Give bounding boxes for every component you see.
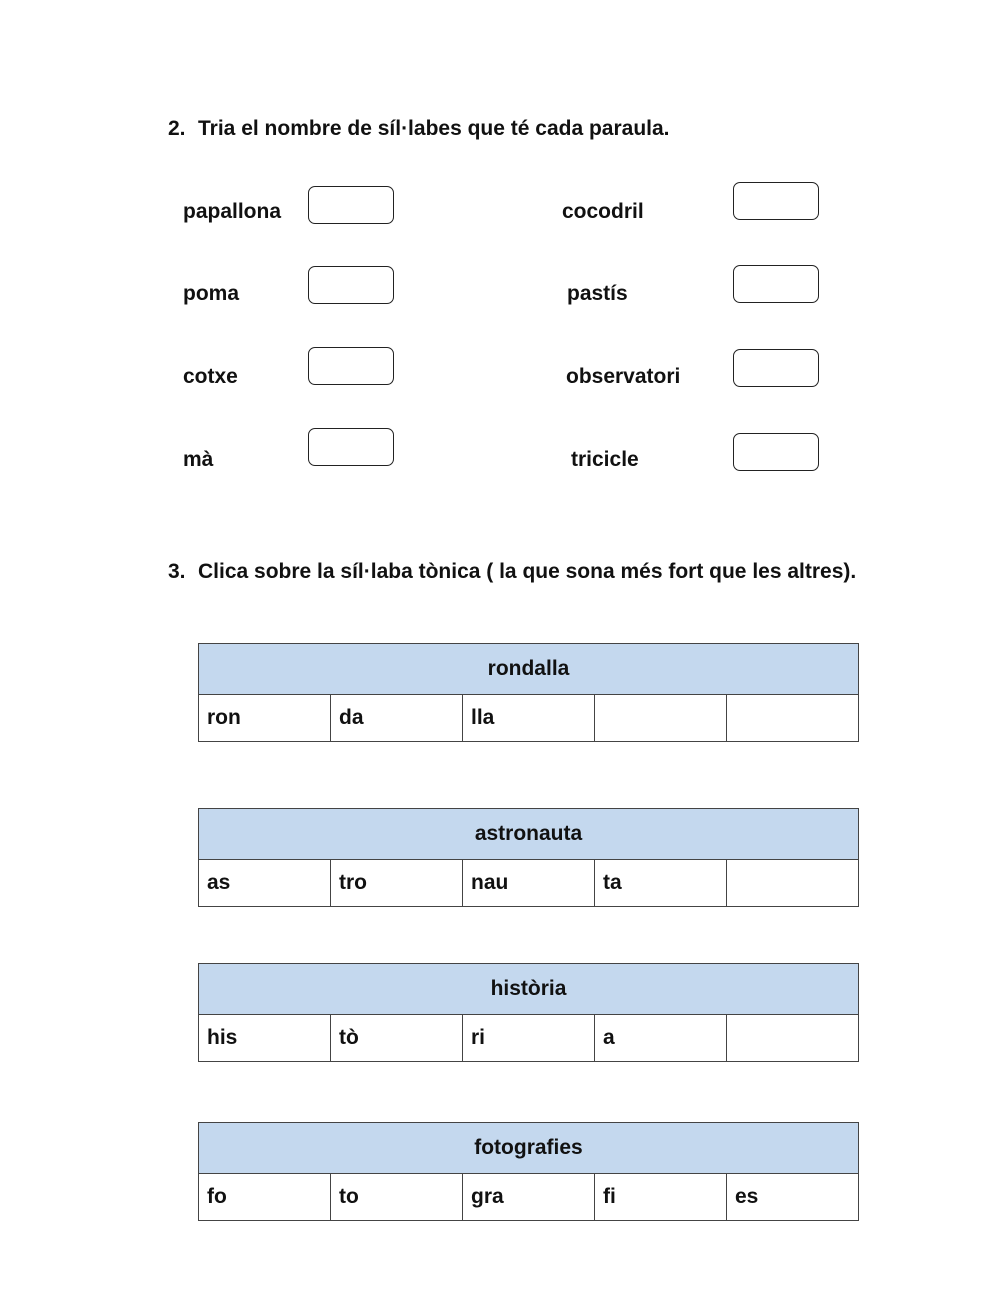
- syllable-cell[interactable]: [727, 1015, 858, 1061]
- syllable-cell[interactable]: tro: [331, 860, 463, 906]
- word-label: poma: [183, 282, 240, 305]
- syllable-table: [198, 963, 859, 1062]
- question-2-title: [168, 115, 868, 143]
- syllable-cell[interactable]: da: [331, 695, 463, 741]
- syllable-cell[interactable]: lla: [463, 695, 595, 741]
- word-label: observatori: [566, 365, 681, 388]
- syllable-row: [199, 1015, 858, 1061]
- syllable-row: [199, 860, 858, 906]
- table-word-header: fotografies: [199, 1123, 858, 1174]
- syllable-table: [198, 1122, 859, 1221]
- question-3-title: [168, 558, 868, 586]
- syllable-cell[interactable]: [727, 695, 858, 741]
- word-label: pastís: [567, 282, 628, 305]
- syllable-cell[interactable]: as: [199, 860, 331, 906]
- answer-box[interactable]: [733, 349, 819, 387]
- answer-box[interactable]: [308, 266, 394, 304]
- answer-box[interactable]: [308, 347, 394, 385]
- answer-box[interactable]: [308, 428, 394, 466]
- syllable-cell[interactable]: tò: [331, 1015, 463, 1061]
- syllable-table: [198, 808, 859, 907]
- syllable-cell[interactable]: his: [199, 1015, 331, 1061]
- answer-box[interactable]: [733, 182, 819, 220]
- syllable-cell[interactable]: nau: [463, 860, 595, 906]
- syllable-cell[interactable]: [727, 860, 858, 906]
- syllable-cell[interactable]: fi: [595, 1174, 727, 1220]
- syllable-cell[interactable]: gra: [463, 1174, 595, 1220]
- syllable-row: [199, 1174, 858, 1220]
- syllable-table: [198, 643, 859, 742]
- word-label: cocodril: [562, 200, 644, 223]
- syllable-cell[interactable]: to: [331, 1174, 463, 1220]
- question-text: Tria el nombre de síl·labes que té cada paraula.: [198, 117, 670, 140]
- syllable-cell[interactable]: ri: [463, 1015, 595, 1061]
- syllable-cell[interactable]: ta: [595, 860, 727, 906]
- answer-box[interactable]: [308, 186, 394, 224]
- syllable-cell[interactable]: ron: [199, 695, 331, 741]
- answer-box[interactable]: [733, 433, 819, 471]
- syllable-cell[interactable]: fo: [199, 1174, 331, 1220]
- question-number: 3.: [168, 560, 186, 583]
- syllable-cell[interactable]: [595, 695, 727, 741]
- syllable-row: [199, 695, 858, 741]
- question-number: 2.: [168, 117, 186, 140]
- answer-box[interactable]: [733, 265, 819, 303]
- table-word-header: astronauta: [199, 809, 858, 860]
- table-word-header: rondalla: [199, 644, 858, 695]
- syllable-cell[interactable]: a: [595, 1015, 727, 1061]
- word-label: tricicle: [571, 448, 639, 471]
- word-label: papallona: [183, 200, 282, 223]
- word-label: mà: [183, 448, 214, 471]
- question-text: Clica sobre la síl·laba tònica ( la que sona més fort que les altres).: [198, 560, 857, 583]
- word-label: cotxe: [183, 365, 238, 388]
- syllable-cell[interactable]: es: [735, 1185, 759, 1208]
- table-word-header: història: [199, 964, 858, 1015]
